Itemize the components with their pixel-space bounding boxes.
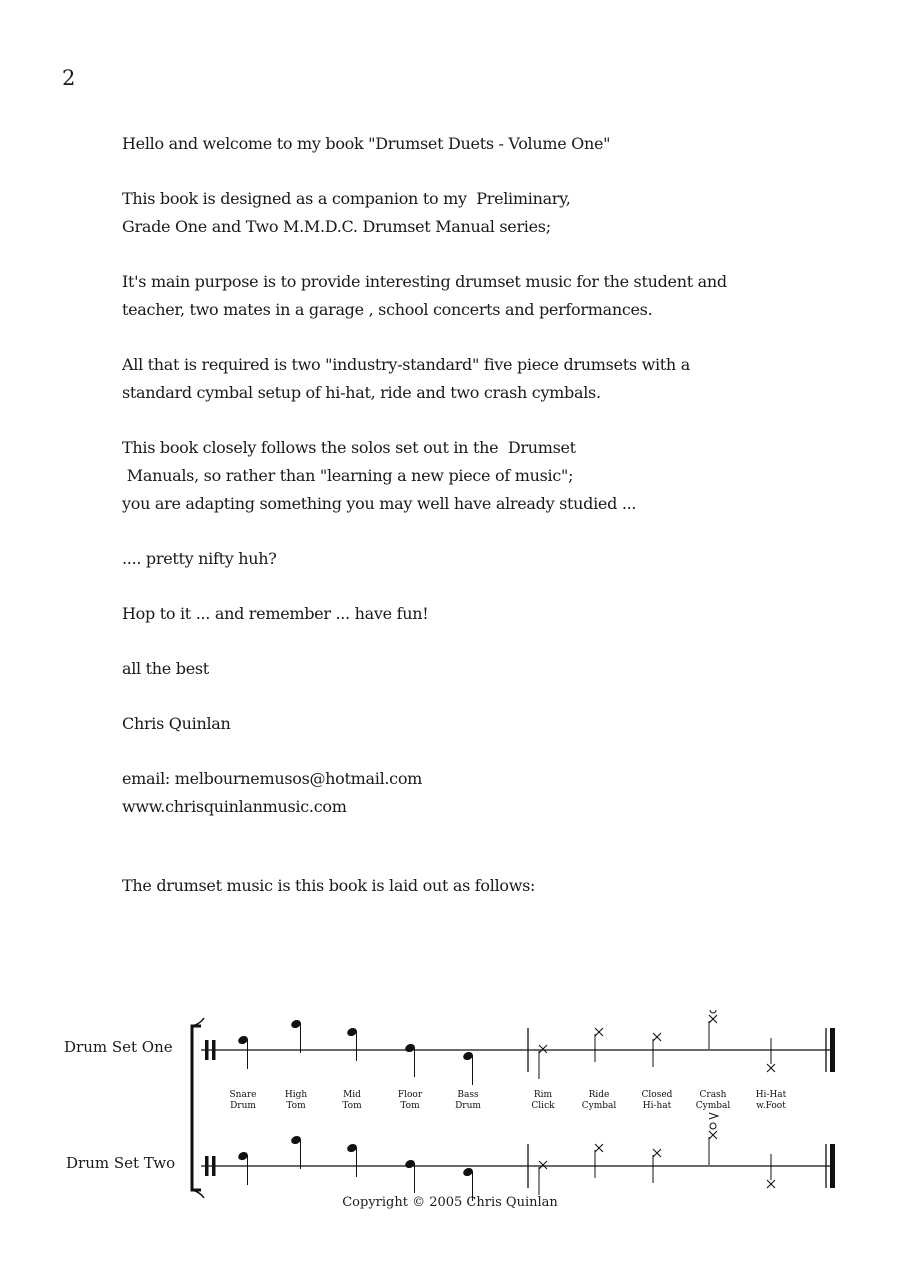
accent-mark <box>709 1113 718 1119</box>
intro-line: .... pretty nifty huh? <box>122 549 277 568</box>
intro-line: Hop to it ... and remember ... have fun! <box>122 604 429 623</box>
intro-line: all the best <box>122 659 209 678</box>
intro-line: Chris Quinlan <box>122 714 231 733</box>
instrument-label: Hi-hat <box>642 1101 672 1111</box>
intro-line: teacher, two mates in a garage , school concerts and performances. <box>122 300 653 319</box>
intro-line: Grade One and Two M.M.D.C. Drumset Manual series; <box>122 217 551 236</box>
intro-paragraph <box>122 655 822 683</box>
intro-paragraph <box>122 434 822 518</box>
intro-line: email: melbournemusos@hotmail.com <box>122 769 423 788</box>
instrument-label: Bass <box>457 1090 479 1100</box>
instrument-label: Floor <box>397 1090 423 1100</box>
instrument-label: Snare <box>229 1090 257 1100</box>
intro-paragraph <box>122 351 822 407</box>
intro-paragraph <box>122 765 822 821</box>
instrument-label: Tom <box>400 1101 420 1111</box>
note-ride-cymbal <box>595 1144 603 1152</box>
percussion-clef <box>205 1040 209 1060</box>
intro-line: This book is designed as a companion to my Preliminary, <box>122 189 571 208</box>
final-barline-thick <box>830 1028 835 1072</box>
intro-line: This book closely follows the solos set out in the Drumset <box>122 438 576 457</box>
instrument-label: Drum <box>455 1101 481 1111</box>
intro-paragraph <box>122 268 822 324</box>
note-rim-click <box>539 1045 547 1053</box>
instrument-label: Click <box>531 1101 555 1111</box>
instrument-label: Rim <box>533 1090 553 1100</box>
intro-line: It's main purpose is to provide interesting drumset music for the student and <box>122 272 727 291</box>
intro-line: Hello and welcome to my book "Drumset Duets - Volume One" <box>122 134 611 153</box>
instrument-label: Drum <box>230 1101 256 1111</box>
instrument-label: Tom <box>342 1101 362 1111</box>
page-number: 2 <box>62 66 76 90</box>
intro-line: Manuals, so rather than "learning a new piece of music"; <box>122 466 574 485</box>
intro-line: www.chrisquinlanmusic.com <box>122 797 347 816</box>
instrument-label: Cymbal <box>581 1101 617 1111</box>
layout-intro-text: The drumset music is this book is laid out as follows: <box>122 876 536 895</box>
instrument-label: Cymbal <box>695 1101 731 1111</box>
intro-paragraph <box>122 130 822 158</box>
percussion-clef <box>205 1156 209 1176</box>
note-closed-hi-hat <box>653 1149 661 1157</box>
instrument-label: Mid <box>343 1090 361 1100</box>
note-crash-cymbal <box>709 1015 717 1023</box>
percussion-clef <box>212 1040 216 1060</box>
staff-one-label: Drum Set One <box>64 1038 173 1056</box>
intro-line: All that is required is two "industry-standard" five piece drumsets with a <box>122 355 690 374</box>
instrument-label: Ride <box>588 1090 610 1100</box>
instrument-label: Crash <box>699 1090 727 1100</box>
crash-circle <box>710 1123 716 1129</box>
instrument-label: w.Foot <box>756 1101 786 1111</box>
staff-two-label: Drum Set Two <box>66 1154 176 1172</box>
system-bracket <box>192 1026 201 1190</box>
intro-paragraph <box>122 185 822 241</box>
note-closed-hi-hat <box>653 1033 661 1041</box>
note-crash-cymbal <box>709 1131 717 1139</box>
drum-notation-legend <box>0 1010 900 1210</box>
note-ride-cymbal <box>595 1028 603 1036</box>
instrument-label: Tom <box>286 1101 306 1111</box>
copyright: Copyright © 2005 Chris Quinlan <box>342 1195 558 1210</box>
intro-line: you are adapting something you may well have already studied ... <box>122 494 637 513</box>
instrument-label: Hi-Hat <box>755 1090 787 1100</box>
final-barline-thick <box>830 1144 835 1188</box>
crash-circle <box>710 1010 716 1013</box>
note-hi-hat-w.foot <box>767 1180 775 1188</box>
intro-paragraph <box>122 545 822 573</box>
intro-paragraph <box>122 710 822 738</box>
note-rim-click <box>539 1161 547 1169</box>
intro-paragraph <box>122 600 822 628</box>
introduction-text <box>122 130 822 848</box>
instrument-label: Closed <box>641 1090 673 1100</box>
intro-line: standard cymbal setup of hi-hat, ride and two crash cymbals. <box>122 383 601 402</box>
instrument-label: High <box>284 1090 308 1100</box>
note-hi-hat-w.foot <box>767 1064 775 1072</box>
percussion-clef <box>212 1156 216 1176</box>
